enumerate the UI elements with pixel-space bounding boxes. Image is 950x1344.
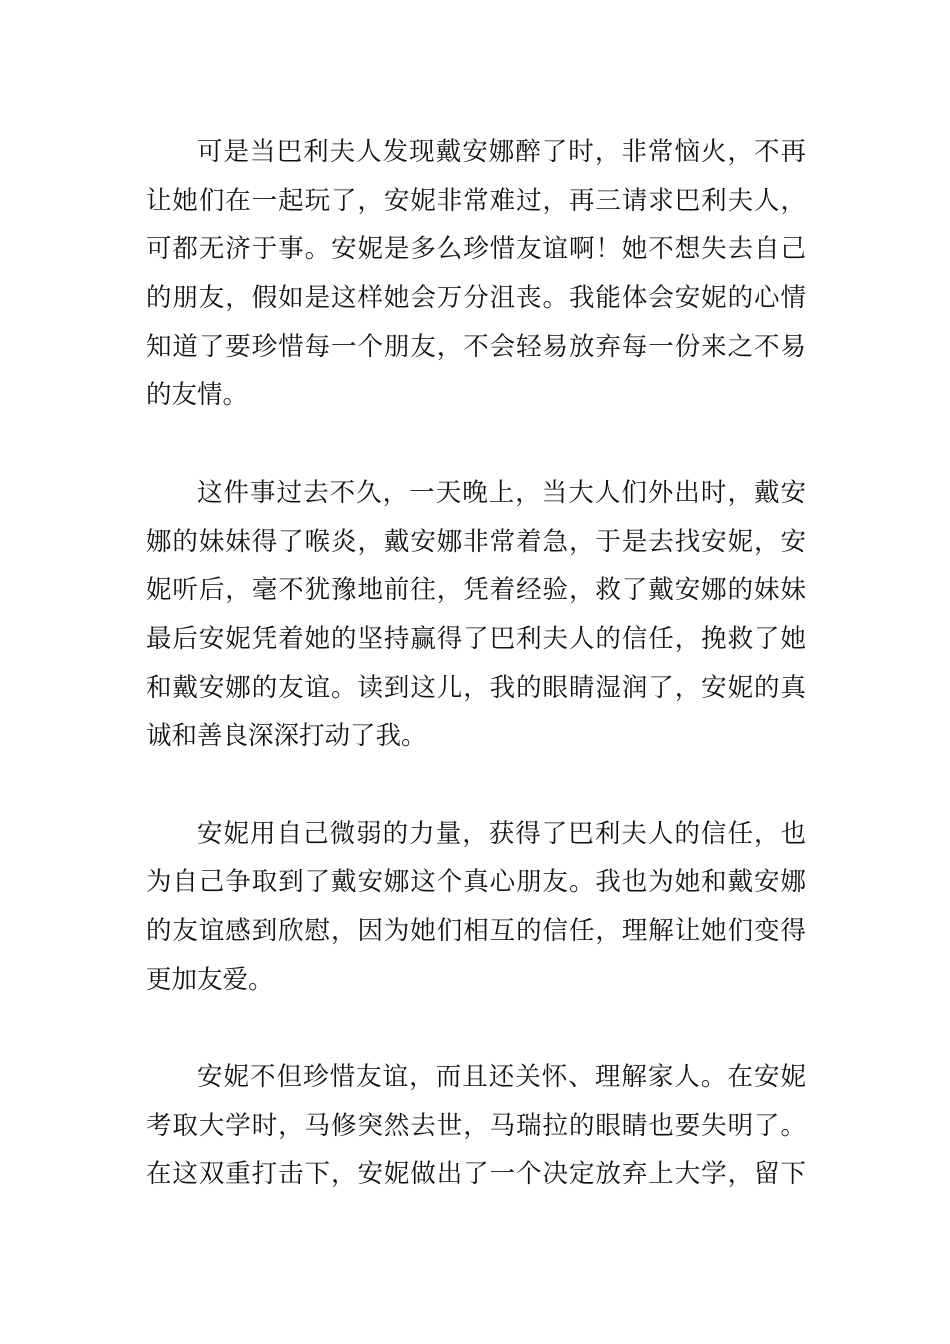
- paragraph-1: [146, 128, 806, 420]
- text-line: 最后安妮凭着她的坚持赢得了巴利夫人的信任，挽救了她: [146, 623, 806, 654]
- text-line: 让她们在一起玩了，安妮非常难过，再三请求巴利夫人，: [146, 185, 806, 216]
- text-line: 的友谊感到欣慰，因为她们相互的信任，理解让她们变得: [146, 916, 806, 946]
- paragraph-2: [146, 469, 806, 761]
- text-line: 为自己争取到了戴安娜这个真心朋友。我也为她和戴安娜: [146, 867, 806, 898]
- text-line: 妮听后，毫不犹豫地前往，凭着经验，救了戴安娜的妹妹: [146, 575, 806, 606]
- text-line: 娜的妹妹得了喉炎，戴安娜非常着急，于是去找安妮，安: [146, 526, 806, 557]
- paragraph-4: [146, 1053, 806, 1199]
- text-line: 考取大学时，马修突然去世，马瑞拉的眼睛也要失明了。: [146, 1110, 806, 1141]
- text-line: 这件事过去不久，一天晚上，当大人们外出时，戴安: [197, 477, 806, 508]
- text-line: 在这双重打击下，安妮做出了一个决定放弃上大学，留下: [146, 1159, 806, 1190]
- text-line: 诚和善良深深打动了我。: [146, 721, 427, 752]
- text-line: 的友情。: [146, 380, 249, 411]
- paragraph-3: [146, 810, 806, 1005]
- text-line: 的朋友，假如是这样她会万分沮丧。我能体会安妮的心情: [146, 283, 806, 314]
- document-body: [146, 128, 806, 1248]
- text-line: 可是当巴利夫人发现戴安娜醉了时，非常恼火，不再: [197, 137, 806, 167]
- text-line: 更加友爱。: [146, 964, 274, 995]
- text-line: 安妮不但珍惜友谊，而且还关怀、理解家人。在安妮: [197, 1062, 806, 1093]
- text-line: 安妮用自己微弱的力量，获得了巴利夫人的信任，也: [197, 818, 806, 849]
- text-line: 和戴安娜的友谊。读到这儿，我的眼睛湿润了，安妮的真: [146, 672, 806, 703]
- text-line: 可都无济于事。安妮是多么珍惜友谊啊！她不想失去自己: [146, 234, 806, 265]
- text-line: 知道了要珍惜每一个朋友，不会轻易放弃每一份来之不易: [146, 331, 806, 362]
